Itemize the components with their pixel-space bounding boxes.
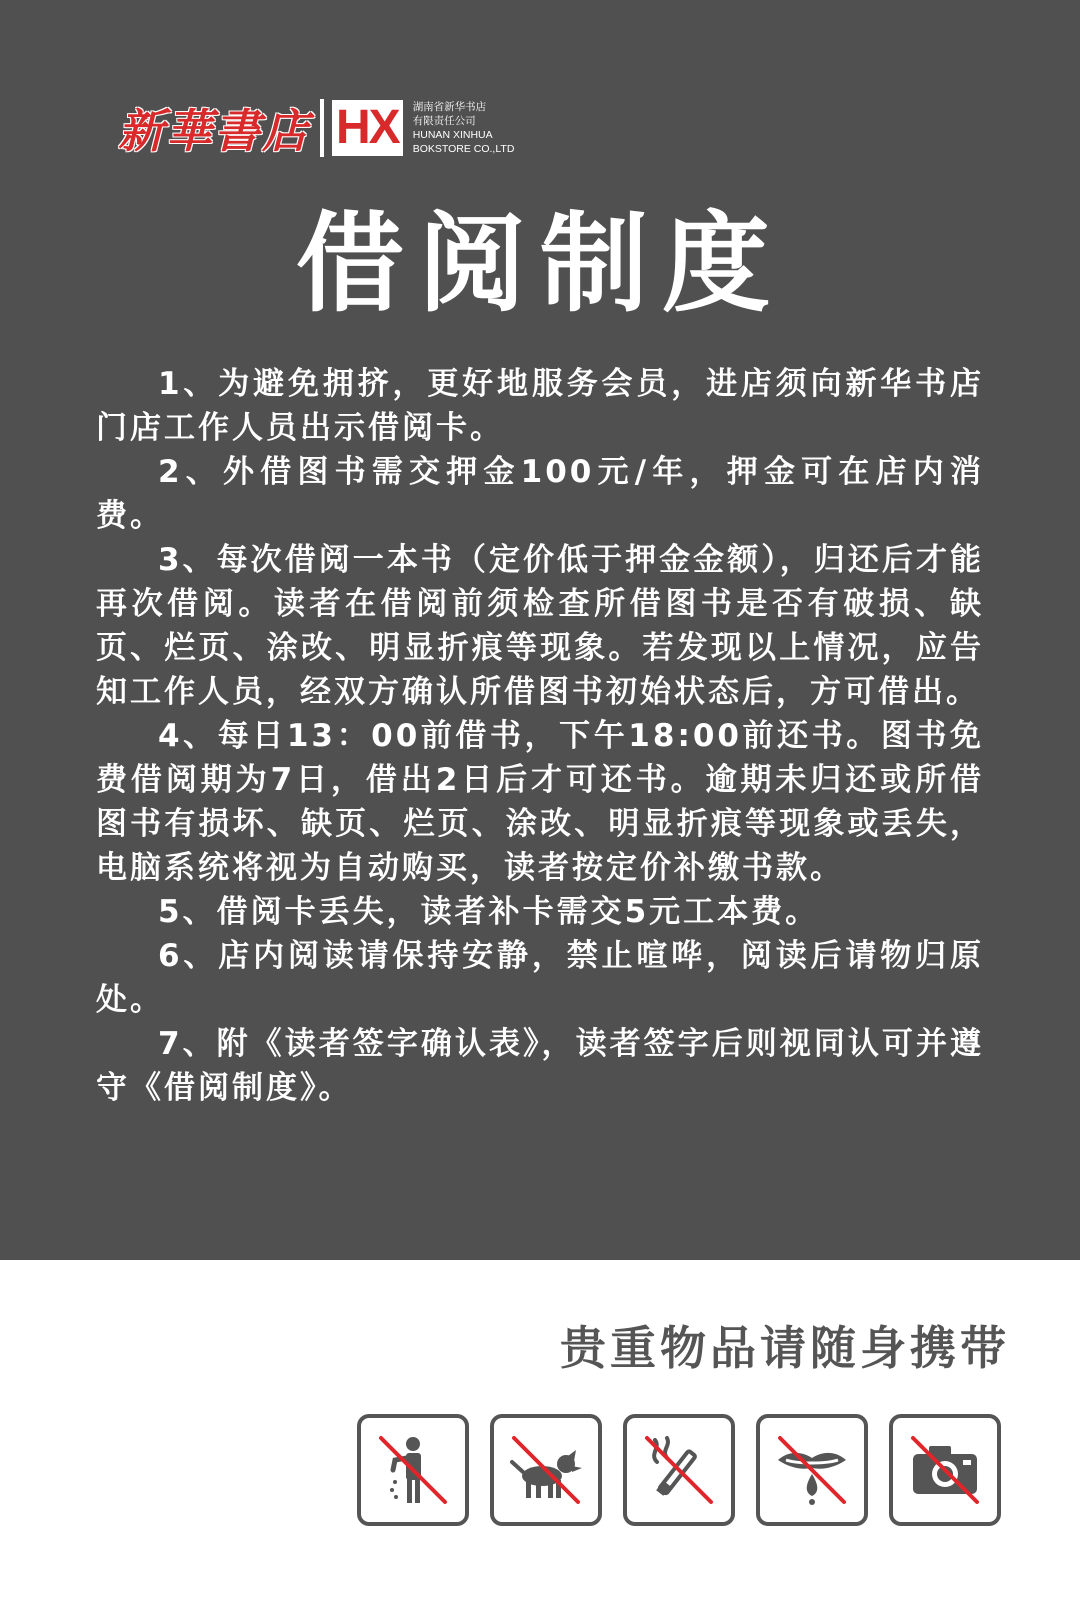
no-photography-icon (905, 1430, 985, 1510)
logo-divider (320, 99, 324, 157)
valuables-reminder: 贵重物品请随身携带 (560, 1321, 1010, 1375)
no-photography-sign (889, 1414, 1001, 1526)
page-title: 借阅制度 (295, 202, 784, 327)
no-spitting-icon (772, 1430, 852, 1510)
logo-company-name (413, 100, 515, 156)
no-smoking-icon (639, 1430, 719, 1510)
no-pets-icon (506, 1430, 586, 1510)
rule-item: 3、每次借阅一本书（定价低于押金金额），归还后才能再次借阅。读者在借阅前须检查所借图书是否有破损、缺页、烂页、涂改、明显折痕等现象。若发现以上情况，应告知工作人员，经双方确认所借图书初始状态后，方可借出。 (96, 542, 984, 710)
rule-item: 2、外借图书需交押金100元/年，押金可在店内消费。 (96, 454, 984, 534)
no-pets-sign (490, 1414, 602, 1526)
prohibition-signs (357, 1414, 1001, 1526)
logo-company-line: 有限责任公司 (412, 115, 476, 127)
logo-company-line: BOKSTORE CO.,LTD (412, 143, 515, 155)
xinhua-logo (118, 88, 514, 168)
no-littering-sign (357, 1414, 469, 1526)
logo-hx-mark: HX (332, 100, 403, 156)
rules-list (96, 362, 984, 1110)
rule-item: 4、每日13：00前借书，下午18:00前还书。图书免费借阅期为7日，借出2日后才可还书。逾期未归还或所借图书有损坏、缺页、烂页、涂改、明显折痕等现象或丢失，电脑系统将视为自动购买，读者按定价补缴书款。 (96, 718, 984, 886)
logo-company-line: 湖南省新华书店 (412, 101, 487, 113)
no-smoking-sign (623, 1414, 735, 1526)
rule-item: 1、为避免拥挤，更好地服务会员，进店须向新华书店门店工作人员出示借阅卡。 (96, 366, 984, 446)
no-spitting-sign (756, 1414, 868, 1526)
logo-brand-script: 新華書店 (118, 104, 310, 158)
no-littering-icon (373, 1430, 453, 1510)
rule-item: 7、附《读者签字确认表》，读者签字后则视同认可并遵守《借阅制度》。 (96, 1026, 984, 1106)
rule-item: 5、借阅卡丢失，读者补卡需交5元工本费。 (158, 894, 820, 930)
rule-item: 6、店内阅读请保持安静，禁止喧哗，阅读后请物归原处。 (96, 938, 984, 1018)
logo-company-line: HUNAN XINHUA (412, 129, 493, 141)
